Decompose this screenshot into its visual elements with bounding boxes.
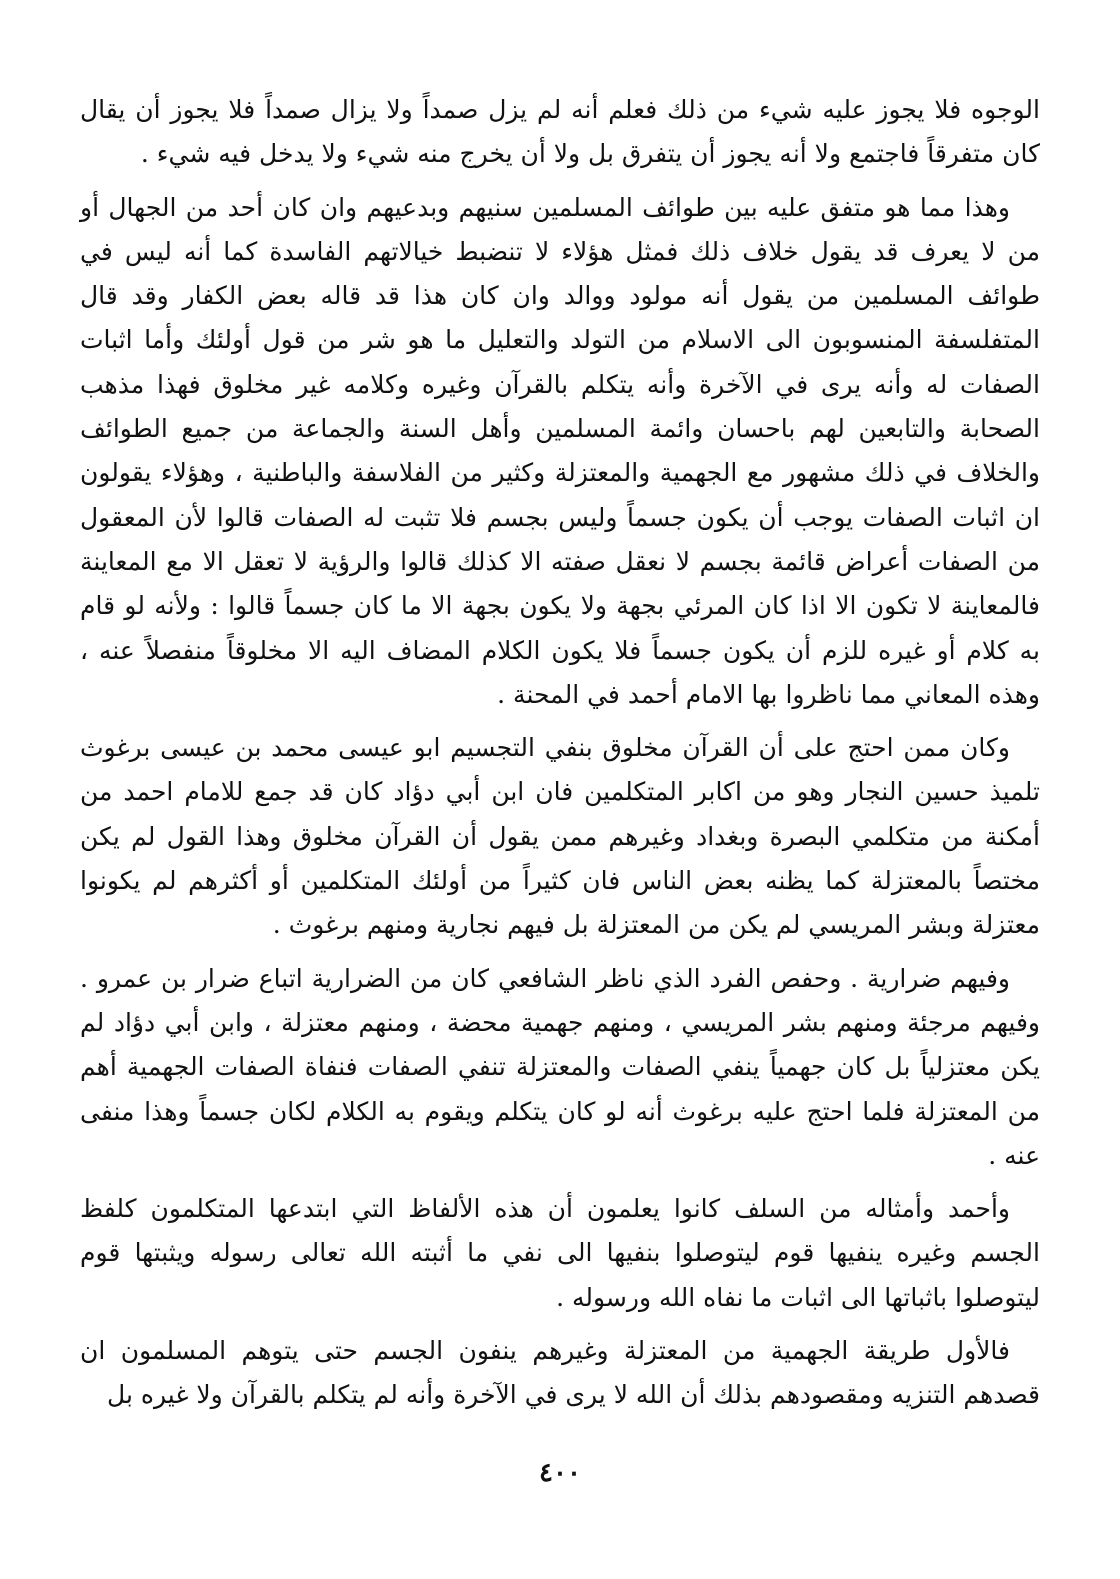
body-text <box>80 88 1040 1427</box>
paragraph-5: وأحمد وأمثاله من السلف كانوا يعلمون أن هذه الألفاظ التي ابتدعها المتكلمون كلفظ الجسم وغيره ينفيها قوم ليتوصلوا بنفيها الى نفي ما أثبته الله تعالى رسوله ويثبتها قوم ليتوصلوا باثباتها الى اثبات ما نفاه الله ورسوله . <box>80 1194 1040 1312</box>
page-number: ٤٠٠ <box>539 1458 581 1488</box>
paragraph-4: وفيهم ضرارية . وحفص الفرد الذي ناظر الشافعي كان من الضرارية اتباع ضرار بن عمرو . وفيهم مرجئة ومنهم بشر المريسي ، ومنهم جهمية محضة ، ومنهم معتزلة ، وابن أبي دؤاد لم يكن معتزلياً بل كان جهمياً ينفي الصفات والمعتزلة تنفي الصفات فنفاة الصفات الجهمية أهم من المعتزلة فلما احتج عليه برغوث أنه لو كان يتكلم ويقوم به الكلام لكان جسماً وهذا منفى عنه . <box>80 963 1040 1170</box>
paragraph-3: وكان ممن احتج على أن القرآن مخلوق بنفي التجسيم ابو عيسى محمد بن عيسى برغوث تلميذ حسين النجار وهو من اكابر المتكلمين فان ابن أبي دؤاد كان قد جمع للامام احمد من أمكنة من متكلمي البصرة وبغداد وغيرهم ممن يقول أن القرآن مخلوق وهذا القول لم يكن مختصاً بالمعتزلة كما يظنه بعض الناس فان كثيراً من أولئك المتكلمين أو أكثرهم لم يكونوا معتزلة وبشر المريسي لم يكن من المعتزلة بل فيهم نجارية ومنهم برغوث . <box>80 733 1040 940</box>
paragraph-1: الوجوه فلا يجوز عليه شيء من ذلك فعلم أنه لم يزل صمداً ولا يزال صمداً فلا يجوز أن يقال كان متفرقاً فاجتمع ولا أنه يجوز أن يتفرق بل ولا أن يخرج منه شيء ولا يدخل فيه شيء . <box>80 95 1040 169</box>
paragraph-2: وهذا مما هو متفق عليه بين طوائف المسلمين سنيهم وبدعيهم وان كان أحد من الجهال أو من لا يعرف قد يقول خلاف ذلك فمثل هؤلاء لا تنضبط خيالاتهم الفاسدة كما أنه ليس في طوائف المسلمين من يقول أنه مولود ووالد وان كان هذا قد قاله بعض الكفار وقد قال المتفلسفة المنسوبون الى الاسلام من التولد والتعليل ما هو شر من قول أولئك وأما اثبات الصفات له وأنه يرى في الآخرة وأنه يتكلم بالقرآن وغيره وكلامه غير مخلوق فهذا مذهب الصحابة والتابعين لهم باحسان وائمة المسلمين وأهل السنة والجماعة من جميع الطوائف والخلاف في ذلك مشهور مع الجهمية والمعتزلة وكثير من الفلاسفة والباطنية ، وهؤلاء يقولون ان اثبات الصفات يوجب أن يكون جسماً وليس بجسم فلا تثبت له الصفات قالوا لأن المعقول من الصفات أعراض قائمة بجسم لا نعقل صفته الا كذلك قالوا والرؤية لا تعقل الا مع المعاينة فالمعاينة لا تكون الا اذا كان المرئي بجهة ولا يكون بجهة الا ما كان جسماً قالوا : ولأنه لو قام به كلام أو غيره للزم أن يكون جسماً فلا يكون الكلام المضاف اليه الا مخلوقاً منفصلاً عنه ، وهذه المعاني مما ناظروا بها الامام أحمد في المحنة . <box>80 192 1040 709</box>
paragraph-6: فالأول طريقة الجهمية من المعتزلة وغيرهم ينفون الجسم حتى يتوهم المسلمون ان قصدهم التنزيه ومقصودهم بذلك أن الله لا يرى في الآخرة وأنه لم يتكلم بالقرآن ولا غيره بل <box>80 1336 1040 1410</box>
